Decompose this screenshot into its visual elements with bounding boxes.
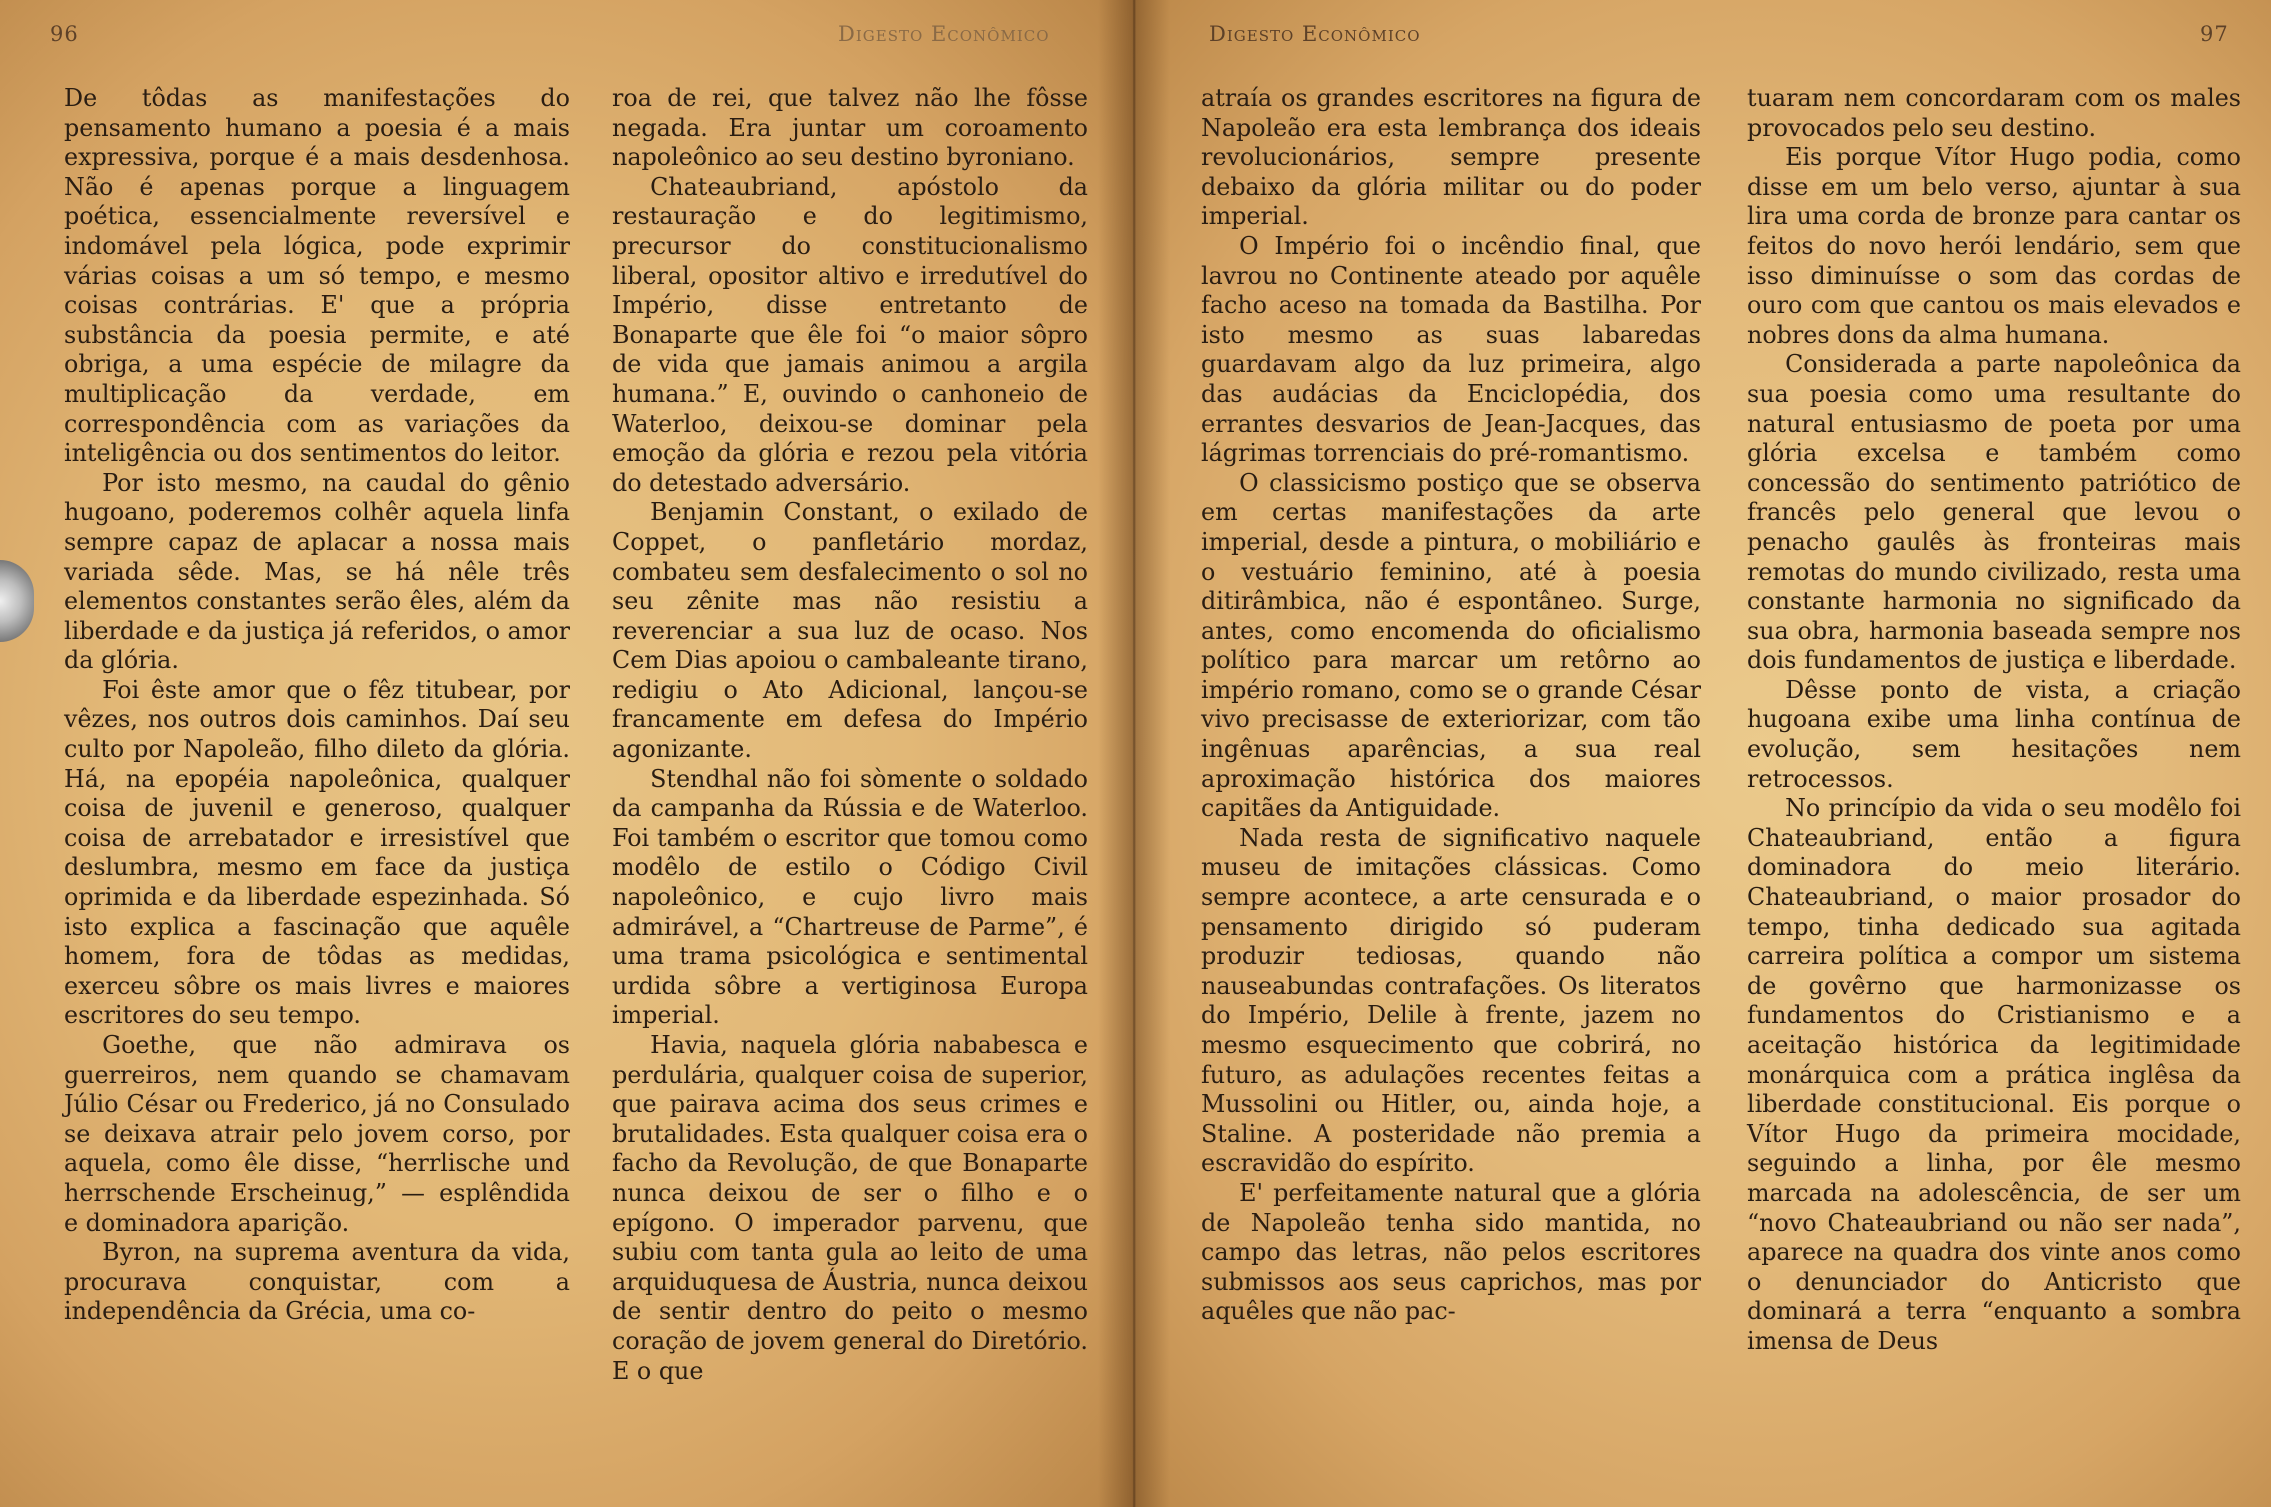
paragraph: Nada resta de significativo naquele museu de imitações clássicas. Como sempre acontece, a arte censurada e o pensamento dirigido só puderam produzir tediosas, quando não nauseabundas contrafações. Os literatos do Império, Delile à frente, jazem no mesmo esquecimento que cobrirá, no futuro, as adulações recentes feitas a Mussolini ou Hitler, ou, ainda hoje, a Staline. A posteridade não premia a escravidão do espírito.: [1201, 823, 1701, 1178]
right-page: [1133, 0, 2271, 1507]
left-page-column-2: [612, 84, 1088, 1386]
paragraph: Byron, na suprema aventura da vida, procurava conquistar, com a independência da Grécia, uma co-: [64, 1238, 570, 1326]
binder-clip-icon: [0, 560, 34, 642]
paragraph: Dêsse ponto de vista, a criação hugoana exibe uma linha contínua de evolução, sem hesitações nem retrocessos.: [1747, 675, 2241, 793]
paragraph: Havia, naquela glória nababesca e perdulária, qualquer coisa de superior, que pairava acima dos seus crimes e brutalidades. Esta qualquer coisa era o facho da Revolução, de que Bonaparte nunca deixou de ser o filho e o epígono. O imperador parvenu, que subiu com tanta gula ao leito de uma arquiduquesa de Áustria, nunca deixou de sentir dentro do peito o mesmo coração de jovem general do Diretório. E o que: [612, 1031, 1088, 1385]
page-number-right: 97: [2200, 22, 2229, 46]
paragraph: Foi êste amor que o fêz titubear, por vêzes, nos outros dois caminhos. Daí seu culto por Napoleão, filho dileto da glória. Há, na epopéia napoleônica, qualquer coisa de juvenil e generoso, qualquer coisa de arrebatador e irresistível que deslumbra, mesmo em face da justiça oprimida e da liberdade espezinhada. Só isto explica a fascinação que aquêle homem, fora de tôdas as medidas, exerceu sôbre os mais livres e maiores escritores do seu tempo.: [64, 675, 570, 1030]
left-page-column-1: [64, 84, 570, 1327]
running-head-right: Digesto Econômico: [1209, 22, 1421, 46]
paragraph: Goethe, que não admirava os guerreiros, nem quando se chamavam Júlio César ou Frederico, já no Consulado se deixava atrair pelo jovem corso, por aquela, como êle disse, “herrlische und herrschende Erscheinug,” — esplêndida e dominadora aparição.: [64, 1031, 570, 1237]
paragraph: Chateaubriand, apóstolo da restauração e do legitimismo, precursor do constitucionalismo liberal, opositor altivo e irredutível do Império, disse entretanto de Bonaparte que êle foi “o maior sôpro de vida que jamais animou a argila humana.” E, ouvindo o canhoneio de Waterloo, deixou-se dominar pela emoção da glória e rezou pela vitória do detestado adversário.: [612, 172, 1088, 497]
book-gutter: [1098, 0, 1170, 1507]
paragraph: Stendhal não foi sòmente o soldado da campanha da Rússia e de Waterloo. Foi também o escritor que tomou como modêlo de estilo o Código Civil napoleônico, e cujo livro mais admirável, a “Chartreuse de Parme”, é uma trama psicológica e sentimental urdida sôbre a vertiginosa Europa imperial.: [612, 764, 1088, 1030]
left-page: [0, 0, 1133, 1507]
paragraph: E' perfeitamente natural que a glória de Napoleão tenha sido mantida, no campo das letras, não pelos escritores submissos aos seus caprichos, mas por aquêles que não pac-: [1201, 1178, 1701, 1326]
running-head-left: Digesto Econômico: [838, 22, 1050, 46]
paragraph: Eis porque Vítor Hugo podia, como disse em um belo verso, ajuntar à sua lira uma corda de bronze para cantar os feitos do novo herói lendário, sem que isso diminuísse o som das cordas de ouro com que cantou os mais elevados e nobres dons da alma humana.: [1747, 143, 2241, 349]
right-page-column-1: [1201, 84, 1701, 1327]
paragraph: No princípio da vida o seu modêlo foi Chateaubriand, então a figura dominadora do meio literário. Chateaubriand, o maior prosador do tempo, tinha dedicado sua agitada carreira política a compor um sistema de govêrno que harmonizasse os fundamentos do Cristianismo e a aceitação histórica da legitimidade monárquica com a prática inglêsa da liberdade constitucional. Eis porque o Vítor Hugo da primeira mocidade, seguindo a linha, por êle mesmo marcada na adolescência, de ser um “novo Chateaubriand ou não ser nada”, aparece na quadra dos vinte anos como o denunciador do Anticristo que dominará a terra “enquanto a sombra imensa de Deus: [1747, 794, 2241, 1355]
paragraph: De tôdas as manifestações do pensamento humano a poesia é a mais expressiva, porque é a mais desdenhosa. Não é apenas porque a linguagem poética, essencialmente reversível e indomável pela lógica, pode exprimir várias coisas a um só tempo, e mesmo coisas contrárias. E' que a própria substância da poesia permite, e até obriga, a uma espécie de milagre da multiplicação da verdade, em correspondência com as variações da inteligência ou dos sentimentos do leitor.: [64, 84, 570, 468]
paragraph: O classicismo postiço que se observa em certas manifestações da arte imperial, desde a pintura, o mobiliário e o vestuário feminino, até à poesia ditirâmbica, não é espontâneo. Surge, antes, como encomenda do oficialismo político para marcar um retôrno ao império romano, como se o grande César vivo precisasse de exteriorizar, com tão ingênuas aparências, a sua real aproximação histórica dos maiores capitães da Antiguidade.: [1201, 468, 1701, 823]
paragraph: roa de rei, que talvez não lhe fôsse negada. Era juntar um coroamento napoleônico ao seu destino byroniano.: [612, 84, 1088, 172]
paragraph: O Império foi o incêndio final, que lavrou no Continente ateado por aquêle facho aceso na tomada da Bastilha. Por isto mesmo as suas labaredas guardavam algo da luz primeira, algo das audácias da Enciclopédia, dos errantes desvarios de Jean-Jacques, das lágrimas torrenciais do pré-romantismo.: [1201, 231, 1701, 468]
paragraph: Benjamin Constant, o exilado de Coppet, o panfletário mordaz, combateu sem desfalecimento o sol no seu zênite mas não resistiu a reverenciar a sua luz de ocaso. Nos Cem Dias apoiou o cambaleante tirano, redigiu o Ato Adicional, lançou-se francamente em defesa do Império agonizante.: [612, 498, 1088, 764]
paragraph: tuaram nem concordaram com os males provocados pelo seu destino.: [1747, 84, 2241, 142]
paragraph: Por isto mesmo, na caudal do gênio hugoano, poderemos colhêr aquela linfa sempre capaz de aplacar a nossa mais variada sêde. Mas, se há nêle três elementos constantes serão êles, além da liberdade e da justiça já referidos, o amor da glória.: [64, 468, 570, 675]
paragraph: atraía os grandes escritores na figura de Napoleão era esta lembrança dos ideais revolucionários, sempre presente debaixo da glória militar ou do poder imperial.: [1201, 84, 1701, 231]
paragraph: Considerada a parte napoleônica da sua poesia como uma resultante do natural entusiasmo de poeta por uma glória excelsa e também como concessão do sentimento patriótico de francês pelo general que levou o penacho gaulês às fronteiras mais remotas do mundo civilizado, resta uma constante harmonia no significado da sua obra, harmonia baseada sempre nos dois fundamentos de justiça e liberdade.: [1747, 350, 2241, 675]
page-number-left: 96: [50, 22, 79, 46]
right-page-column-2: [1747, 84, 2241, 1357]
